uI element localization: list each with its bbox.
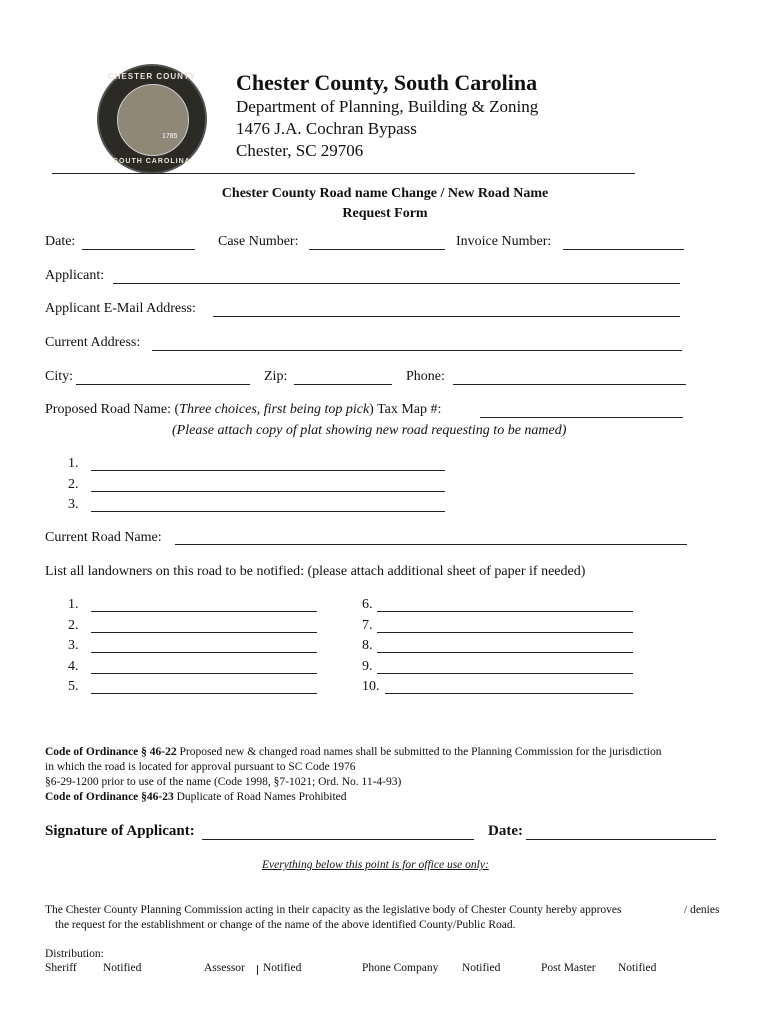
ordinance-text-1: Proposed new & changed road names shall be submitted to the Planning Commission for the jurisdiction xyxy=(176,746,662,758)
seal-bottom-text: SOUTH CAROLINA xyxy=(113,158,191,165)
signature-date-field[interactable] xyxy=(526,839,716,840)
distribution-label: Distribution: xyxy=(45,948,104,960)
landowner-number: 6. xyxy=(362,597,373,612)
landowner-3-field[interactable] xyxy=(91,652,317,653)
current-road-field[interactable] xyxy=(175,544,687,545)
case-number-label: Case Number: xyxy=(218,234,299,249)
current-address-field[interactable] xyxy=(152,350,682,351)
seal-emblem xyxy=(117,84,189,156)
date-field[interactable] xyxy=(82,249,195,250)
signature-date-label: Date: xyxy=(488,823,523,839)
distribution-assessor-status: Notified xyxy=(263,962,302,974)
distribution-post-master: Post Master xyxy=(541,962,596,974)
distribution-post-master-status: Notified xyxy=(618,962,657,974)
form-title: Chester County Road name Change / New Road Name xyxy=(221,186,549,201)
choice-number: 1. xyxy=(68,456,79,471)
landowner-10-field[interactable] xyxy=(385,693,633,694)
phone-label: Phone: xyxy=(406,369,445,384)
seal-year: 1785 xyxy=(162,133,178,140)
ordinance-line-2: in which the road is located for approval pursuant to SC Code 1976 xyxy=(45,761,356,773)
landowners-label: List all landowners on this road to be notified: (please attach additional sheet of paper if needed) xyxy=(45,564,586,579)
proposed-label-end: ) Tax Map #: xyxy=(369,402,442,417)
email-label: Applicant E-Mail Address: xyxy=(45,301,196,316)
approval-text-line-1: The Chester County Planning Commission acting in their capacity as the legislative body of Chester County hereby approves xyxy=(45,904,622,916)
phone-field[interactable] xyxy=(453,384,686,385)
landowner-4-field[interactable] xyxy=(91,673,317,674)
header-divider xyxy=(52,173,635,174)
county-name: Chester County, South Carolina xyxy=(236,70,538,95)
office-use-note: Everything below this point is for office use only: xyxy=(262,859,489,871)
signature-field[interactable] xyxy=(202,839,474,840)
landowner-1-field[interactable] xyxy=(91,611,317,612)
distribution-sheriff-status: Notified xyxy=(103,962,142,974)
distribution-sheriff: Sheriff xyxy=(45,962,77,974)
address-line-1: 1476 J.A. Cochran Bypass xyxy=(236,119,417,138)
landowner-number: 1. xyxy=(68,597,79,612)
applicant-label: Applicant: xyxy=(45,268,105,283)
choice-number: 2. xyxy=(68,477,79,492)
ordinance-line-3: §6-29-1200 prior to use of the name (Code 1998, §7-1021; Ord. No. 11-4-93) xyxy=(45,776,402,788)
city-label: City: xyxy=(45,369,74,384)
date-label: Date: xyxy=(45,234,76,249)
applicant-field[interactable] xyxy=(113,283,680,284)
distribution-phone-company: Phone Company xyxy=(362,962,439,974)
county-seal xyxy=(97,64,207,174)
current-road-label: Current Road Name: xyxy=(45,530,162,545)
ordinance-text-2: Duplicate of Road Names Prohibited xyxy=(173,791,347,803)
notified-checkbox[interactable] xyxy=(257,965,258,975)
landowner-9-field[interactable] xyxy=(377,673,633,674)
plat-note: (Please attach copy of plat showing new road requesting to be named) xyxy=(172,423,567,438)
choice-number: 3. xyxy=(68,497,79,512)
landowner-number: 3. xyxy=(68,638,79,653)
ordinance-46-22 xyxy=(45,746,735,758)
distribution-assessor: Assessor xyxy=(204,962,245,974)
landowner-number: 4. xyxy=(68,659,79,674)
ordinance-46-23 xyxy=(45,791,347,803)
landowner-number: 9. xyxy=(362,659,373,674)
landowner-number: 5. xyxy=(68,679,79,694)
tax-map-field[interactable] xyxy=(480,417,683,418)
approval-text-line-2: the request for the establishment or change of the name of the above identified County/Public Road. xyxy=(55,919,516,931)
choice-2-field[interactable] xyxy=(91,491,445,492)
email-field[interactable] xyxy=(213,316,680,317)
landowner-number: 7. xyxy=(362,618,373,633)
seal-top-text: CHESTER COUNTY xyxy=(107,72,197,81)
landowner-number: 2. xyxy=(68,618,79,633)
landowner-2-field[interactable] xyxy=(91,632,317,633)
landowner-6-field[interactable] xyxy=(377,611,633,612)
proposed-label-italic: Three choices, first being top pick xyxy=(179,402,370,417)
invoice-number-field[interactable] xyxy=(563,249,684,250)
landowner-number: 8. xyxy=(362,638,373,653)
signature-label: Signature of Applicant: xyxy=(45,823,195,839)
current-address-label: Current Address: xyxy=(45,335,141,350)
zip-field[interactable] xyxy=(294,384,392,385)
choice-1-field[interactable] xyxy=(91,470,445,471)
ordinance-code-1: Code of Ordinance § 46-22 xyxy=(45,746,177,758)
invoice-number-label: Invoice Number: xyxy=(456,234,552,249)
ordinance-code-2: Code of Ordinance §46-23 xyxy=(45,791,174,803)
distribution-phone-company-status: Notified xyxy=(462,962,501,974)
department-name: Department of Planning, Building & Zoning xyxy=(236,97,539,116)
proposed-road-label xyxy=(45,402,441,418)
landowner-7-field[interactable] xyxy=(377,632,633,633)
zip-label: Zip: xyxy=(264,369,288,384)
choice-3-field[interactable] xyxy=(91,511,445,512)
form-subtitle: Request Form xyxy=(342,206,428,221)
case-number-field[interactable] xyxy=(309,249,445,250)
landowner-8-field[interactable] xyxy=(377,652,633,653)
proposed-label-start: Proposed Road Name: ( xyxy=(45,402,180,417)
landowner-5-field[interactable] xyxy=(91,693,317,694)
address-line-2: Chester, SC 29706 xyxy=(236,141,364,160)
landowner-number: 10. xyxy=(362,679,380,694)
denies-text: / denies xyxy=(684,904,720,916)
city-field[interactable] xyxy=(76,384,250,385)
